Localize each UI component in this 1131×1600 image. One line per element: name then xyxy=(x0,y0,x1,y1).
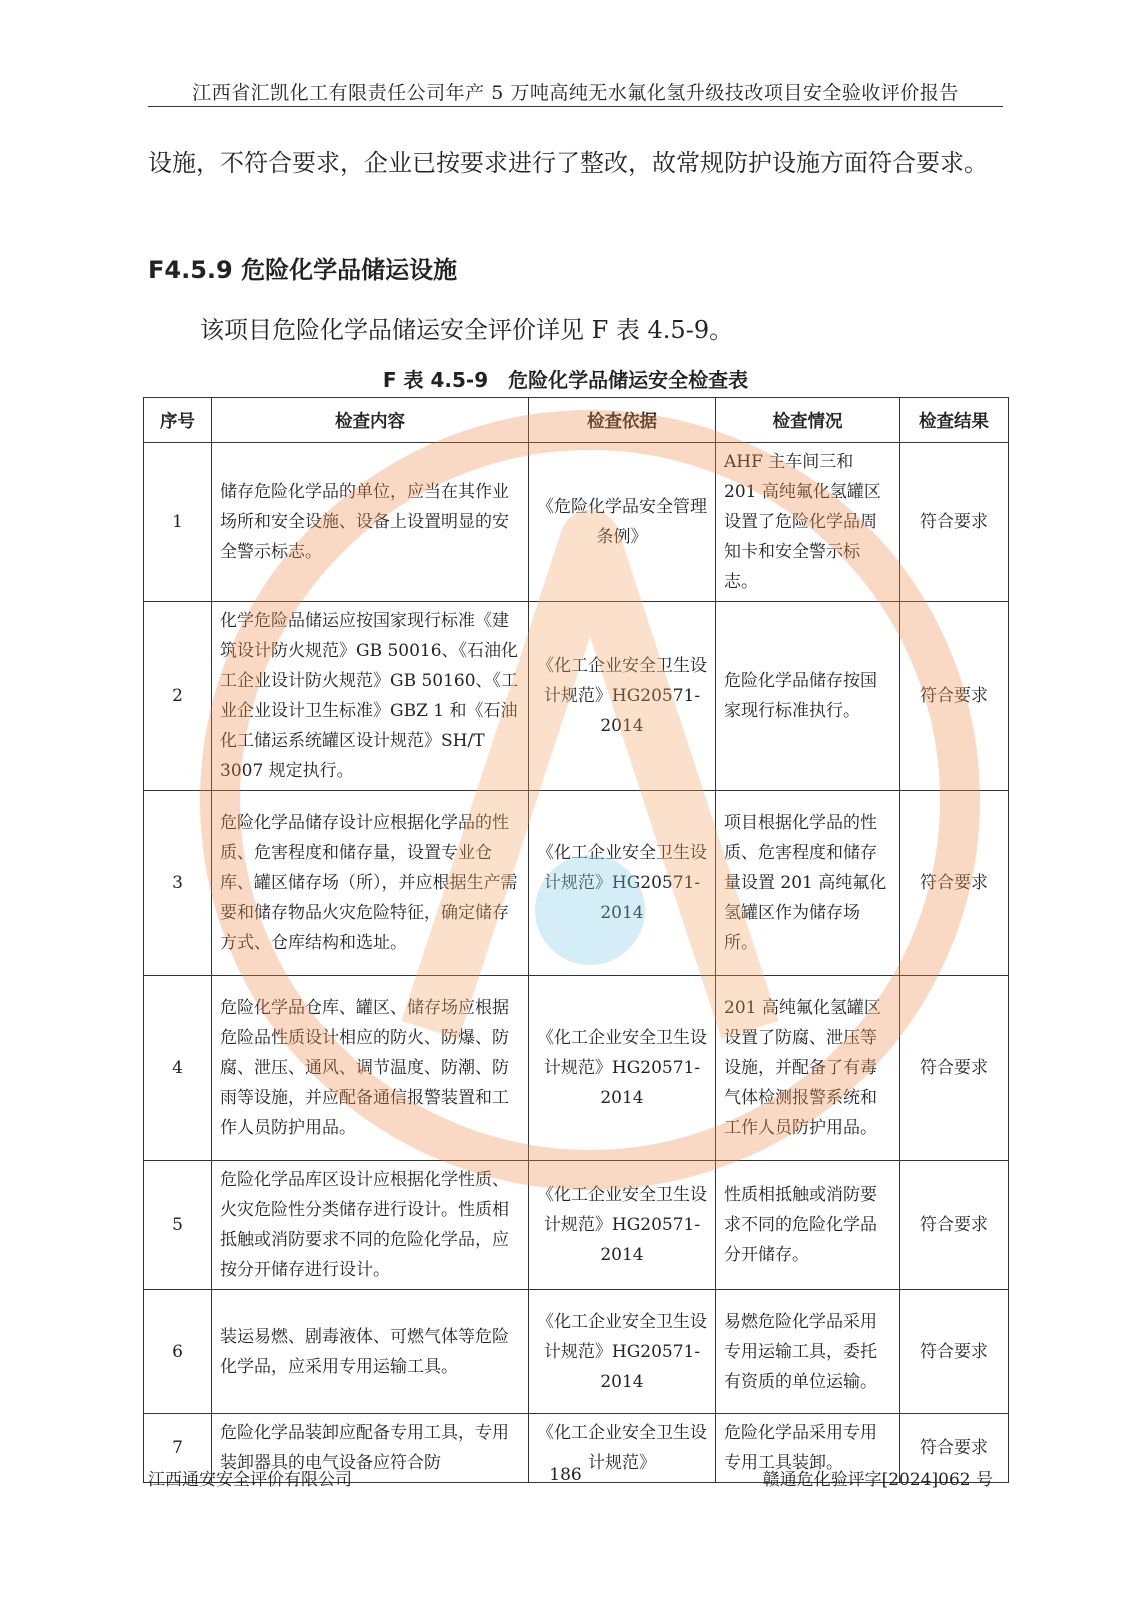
header-divider xyxy=(148,106,1003,107)
footer-doc-number: 赣通危化验评字[2024]062 号 xyxy=(762,1470,993,1490)
cell-status: AHF 主车间三和 201 高纯氟化氢罐区设置了危险化学品周知卡和安全警示标志。 xyxy=(716,443,900,602)
cell-basis: 《化工企业安全卫生设计规范》HG20571-2014 xyxy=(529,1290,716,1414)
cell-no: 1 xyxy=(144,443,212,602)
cell-result: 符合要求 xyxy=(900,602,1009,791)
header-basis: 检查依据 xyxy=(529,398,716,443)
table-row xyxy=(144,602,1009,791)
cell-content: 化学危险品储运应按国家现行标准《建筑设计防火规范》GB 50016、《石油化工企业设计防火规范》GB 50160、《工业企业设计卫生标准》GBZ 1 和《石油化工储运系统罐区设计规范》SH/T 3007 规定执行。 xyxy=(212,602,529,791)
cell-result: 符合要求 xyxy=(900,1414,1009,1483)
table-row xyxy=(144,976,1009,1161)
cell-no: 6 xyxy=(144,1290,212,1414)
cell-result: 符合要求 xyxy=(900,1161,1009,1290)
cell-status: 易燃危险化学品采用专用运输工具，委托有资质的单位运输。 xyxy=(716,1290,900,1414)
cell-result: 符合要求 xyxy=(900,976,1009,1161)
header-content: 检查内容 xyxy=(212,398,529,443)
header-no: 序号 xyxy=(144,398,212,443)
cell-status: 危险化学品采用专用专用工具装卸。 xyxy=(716,1414,900,1483)
cell-status: 项目根据化学品的性质、危害程度和储存量设置 201 高纯氟化氢罐区作为储存场所。 xyxy=(716,791,900,976)
table-row xyxy=(144,1290,1009,1414)
cell-no: 2 xyxy=(144,602,212,791)
cell-status: 危险化学品储存按国家现行标准执行。 xyxy=(716,602,900,791)
section-heading: F4.5.9 危险化学品储运设施 xyxy=(148,256,458,284)
cell-basis: 《化工企业安全卫生设计规范》HG20571-2014 xyxy=(529,976,716,1161)
cell-status: 201 高纯氟化氢罐区设置了防腐、泄压等设施，并配备了有毒气体检测报警系统和工作人员防护用品。 xyxy=(716,976,900,1161)
cell-basis: 《化工企业安全卫生设计规范》 xyxy=(529,1414,716,1483)
cell-content: 危险化学品装卸应配备专用工具，专用装卸器具的电气设备应符合防 xyxy=(212,1414,529,1483)
intro-paragraph: 该项目危险化学品储运安全评价详见 F 表 4.5-9。 xyxy=(200,316,734,344)
cell-content: 危险化学品库区设计应根据化学性质、火灾危险性分类储存进行设计。性质相抵触或消防要求不同的危险化学品，应按分开储存进行设计。 xyxy=(212,1161,529,1290)
table-header-row xyxy=(144,398,1009,443)
table-caption: F 表 4.5-9 危险化学品储运安全检查表 xyxy=(382,368,749,392)
cell-content: 危险化学品储存设计应根据化学品的性质、危害程度和储存量，设置专业仓库、罐区储存场（所），并应根据生产需要和储存物品火灾危险特征，确定储存方式、仓库结构和选址。 xyxy=(212,791,529,976)
cell-basis: 《危险化学品安全管理条例》 xyxy=(529,443,716,602)
header-status: 检查情况 xyxy=(716,398,900,443)
cell-content: 装运易燃、剧毒液体、可燃气体等危险化学品，应采用专用运输工具。 xyxy=(212,1290,529,1414)
footer-page-number: 186 xyxy=(549,1465,582,1485)
table-row xyxy=(144,443,1009,602)
footer-company: 江西通安安全评价有限公司 xyxy=(148,1470,352,1490)
cell-content: 危险化学品仓库、罐区、储存场应根据危险品性质设计相应的防火、防爆、防腐、泄压、通风、调节温度、防潮、防雨等设施，并应配备通信报警装置和工作人员防护用品。 xyxy=(212,976,529,1161)
cell-no: 3 xyxy=(144,791,212,976)
cell-basis: 《化工企业安全卫生设计规范》HG20571-2014 xyxy=(529,1161,716,1290)
cell-result: 符合要求 xyxy=(900,791,1009,976)
body-paragraph: 设施，不符合要求，企业已按要求进行了整改，故常规防护设施方面符合要求。 xyxy=(148,149,988,177)
cell-no: 5 xyxy=(144,1161,212,1290)
table-row xyxy=(144,791,1009,976)
cell-result: 符合要求 xyxy=(900,1290,1009,1414)
page-header-title: 江西省汇凯化工有限责任公司年产 5 万吨高纯无水氟化氢升级技改项目安全验收评价报告 xyxy=(192,82,959,104)
cell-no: 4 xyxy=(144,976,212,1161)
cell-status: 性质相抵触或消防要求不同的危险化学品分开储存。 xyxy=(716,1161,900,1290)
inspection-table xyxy=(143,397,1009,1483)
cell-content: 储存危险化学品的单位，应当在其作业场所和安全设施、设备上设置明显的安全警示标志。 xyxy=(212,443,529,602)
table-row xyxy=(144,1161,1009,1290)
cell-basis: 《化工企业安全卫生设计规范》HG20571-2014 xyxy=(529,791,716,976)
cell-result: 符合要求 xyxy=(900,443,1009,602)
cell-basis: 《化工企业安全卫生设计规范》HG20571-2014 xyxy=(529,602,716,791)
header-result: 检查结果 xyxy=(900,398,1009,443)
cell-no: 7 xyxy=(144,1414,212,1483)
